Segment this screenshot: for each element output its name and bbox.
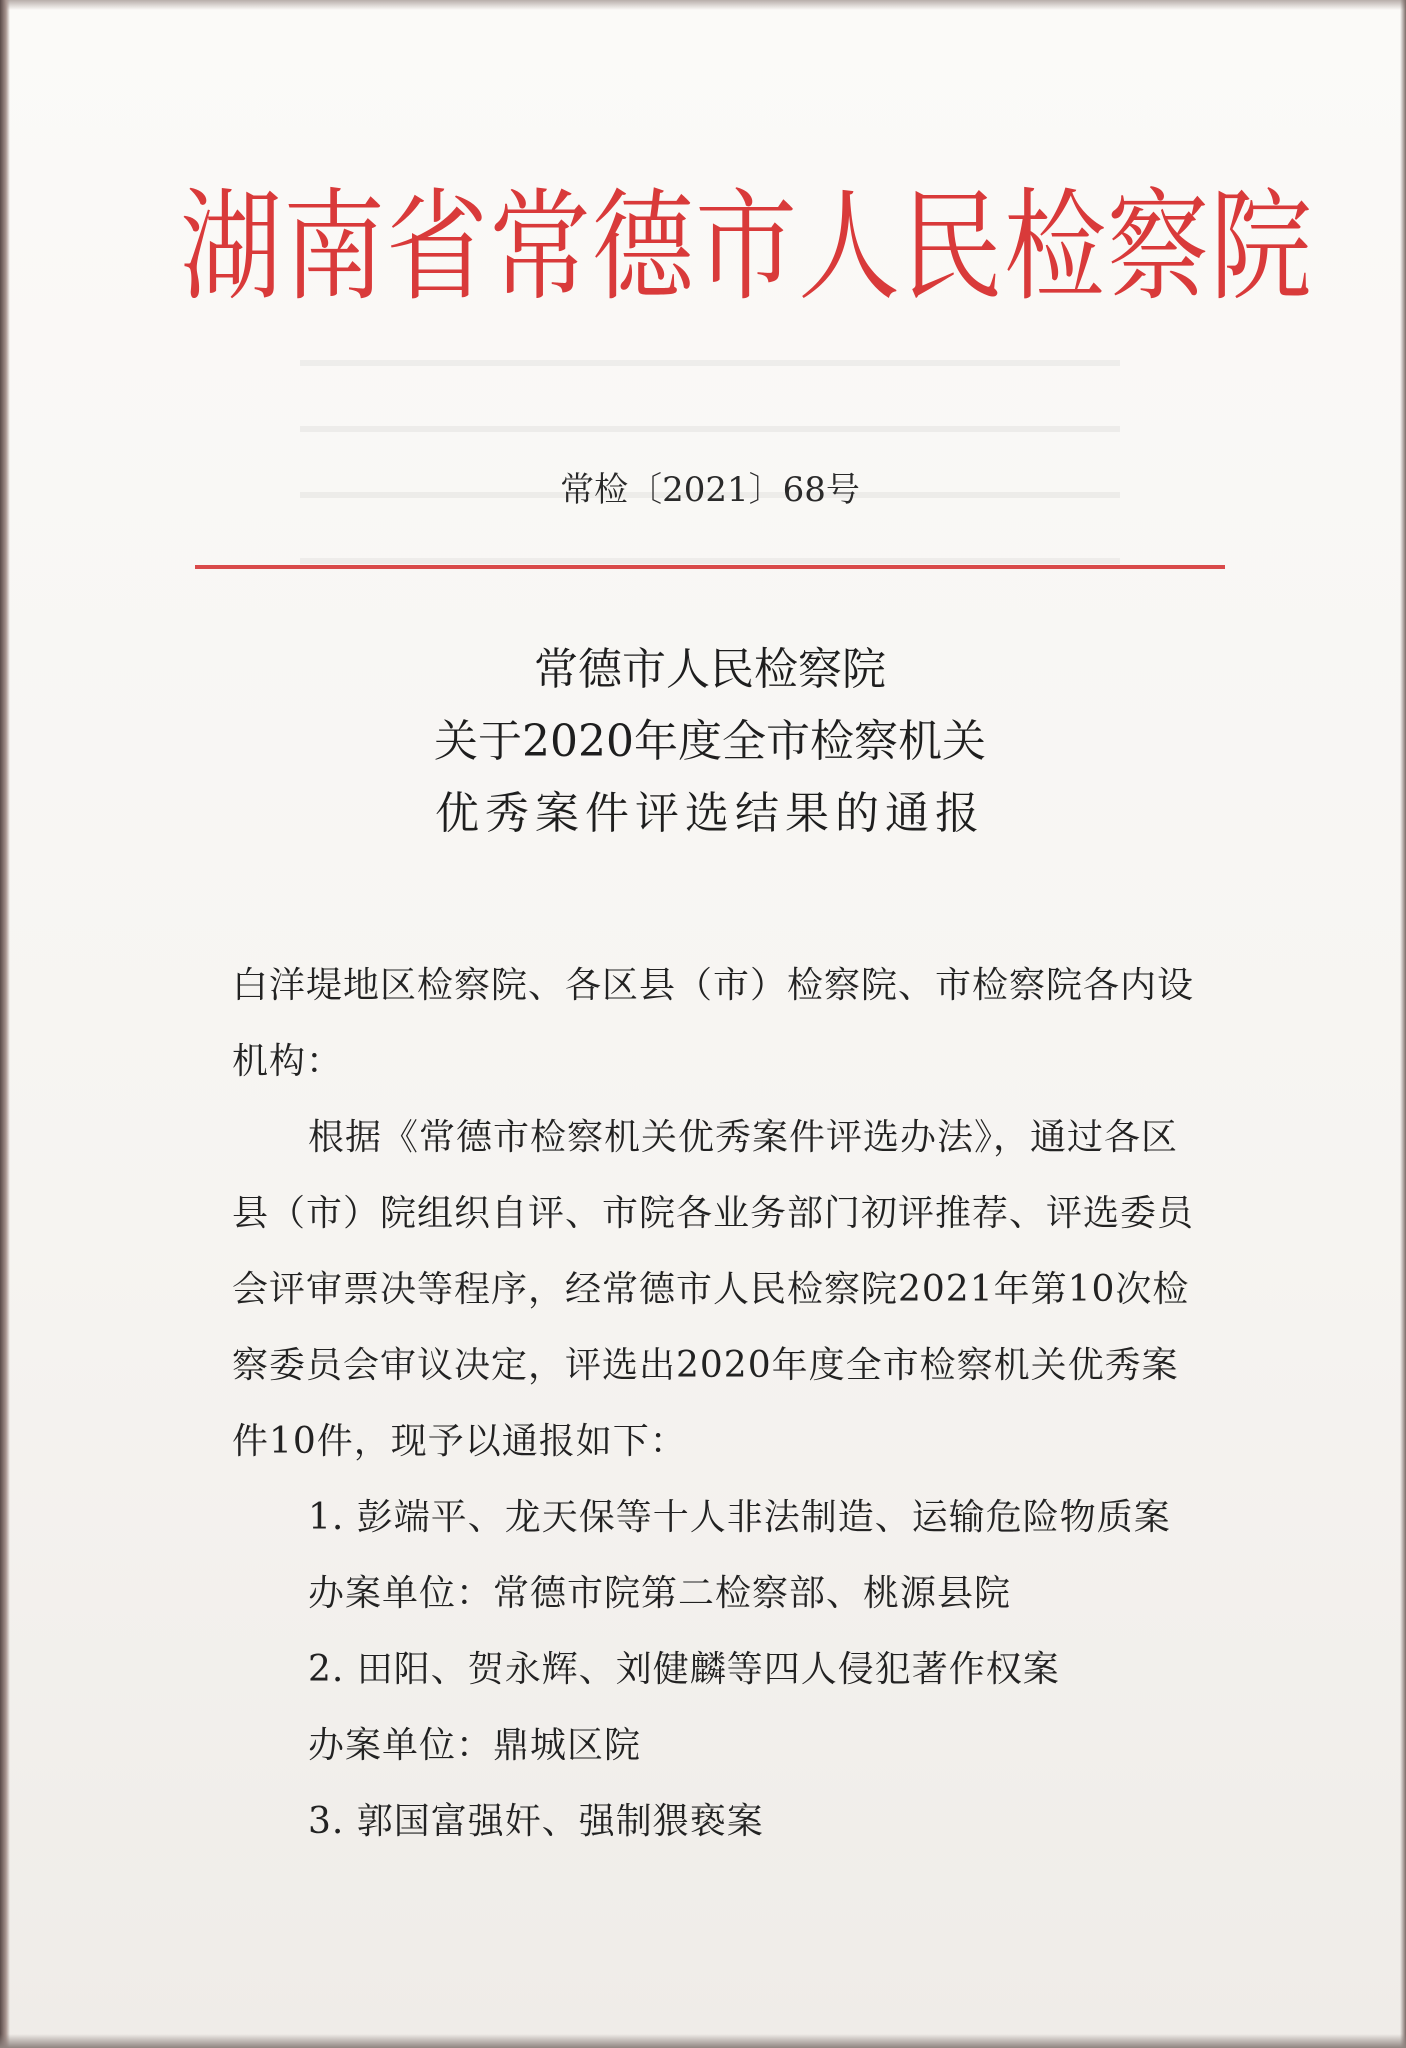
title-line-3: 优秀案件评选结果的通报 (435, 788, 985, 839)
list-item (232, 1632, 1197, 1784)
list-item (232, 1784, 1197, 1860)
page-edge-left (0, 0, 10, 2048)
case-title: 2. 田阳、贺永辉、刘健麟等四人侵犯著作权案 (308, 1649, 1060, 1690)
page-edge-bottom (0, 2034, 1406, 2048)
page-edge-right (1400, 0, 1406, 2048)
salutation: 白洋堤地区检察院、各区县（市）检察院、市检察院各内设机构： (232, 965, 1195, 1082)
red-divider-line (195, 565, 1225, 569)
list-item (232, 1480, 1197, 1632)
case-title: 1. 彭端平、龙天保等十人非法制造、运输危险物质案 (308, 1497, 1171, 1538)
masthead-title: 湖南省常德市人民检察院 (180, 177, 1313, 319)
title-line-2: 关于2020年度全市检察机关 (434, 716, 986, 767)
body-paragraph: 根据《常德市检察机关优秀案件评选办法》，通过各区县（市）院组织自评、市院各业务部门初评推荐、评选委员会评审票决等程序，经常德市人民检察院2021年第10次检察委员会审议决定，评选出2020年度全市检察机关优秀案件10件，现予以通报如下： (232, 1117, 1195, 1462)
case-title: 3. 郭国富强奸、强制猥亵案 (308, 1801, 764, 1842)
page-edge-top (0, 0, 1406, 10)
notice-title (270, 640, 1150, 844)
case-unit: 办案单位：鼎城区院 (308, 1725, 642, 1766)
notice-body (232, 948, 1197, 1860)
document-number: 常检〔2021〕68号 (560, 470, 860, 510)
case-list (232, 1480, 1197, 1860)
case-unit: 办案单位：常德市院第二检察部、桃源县院 (308, 1573, 1012, 1614)
title-line-1: 常德市人民检察院 (534, 644, 886, 695)
